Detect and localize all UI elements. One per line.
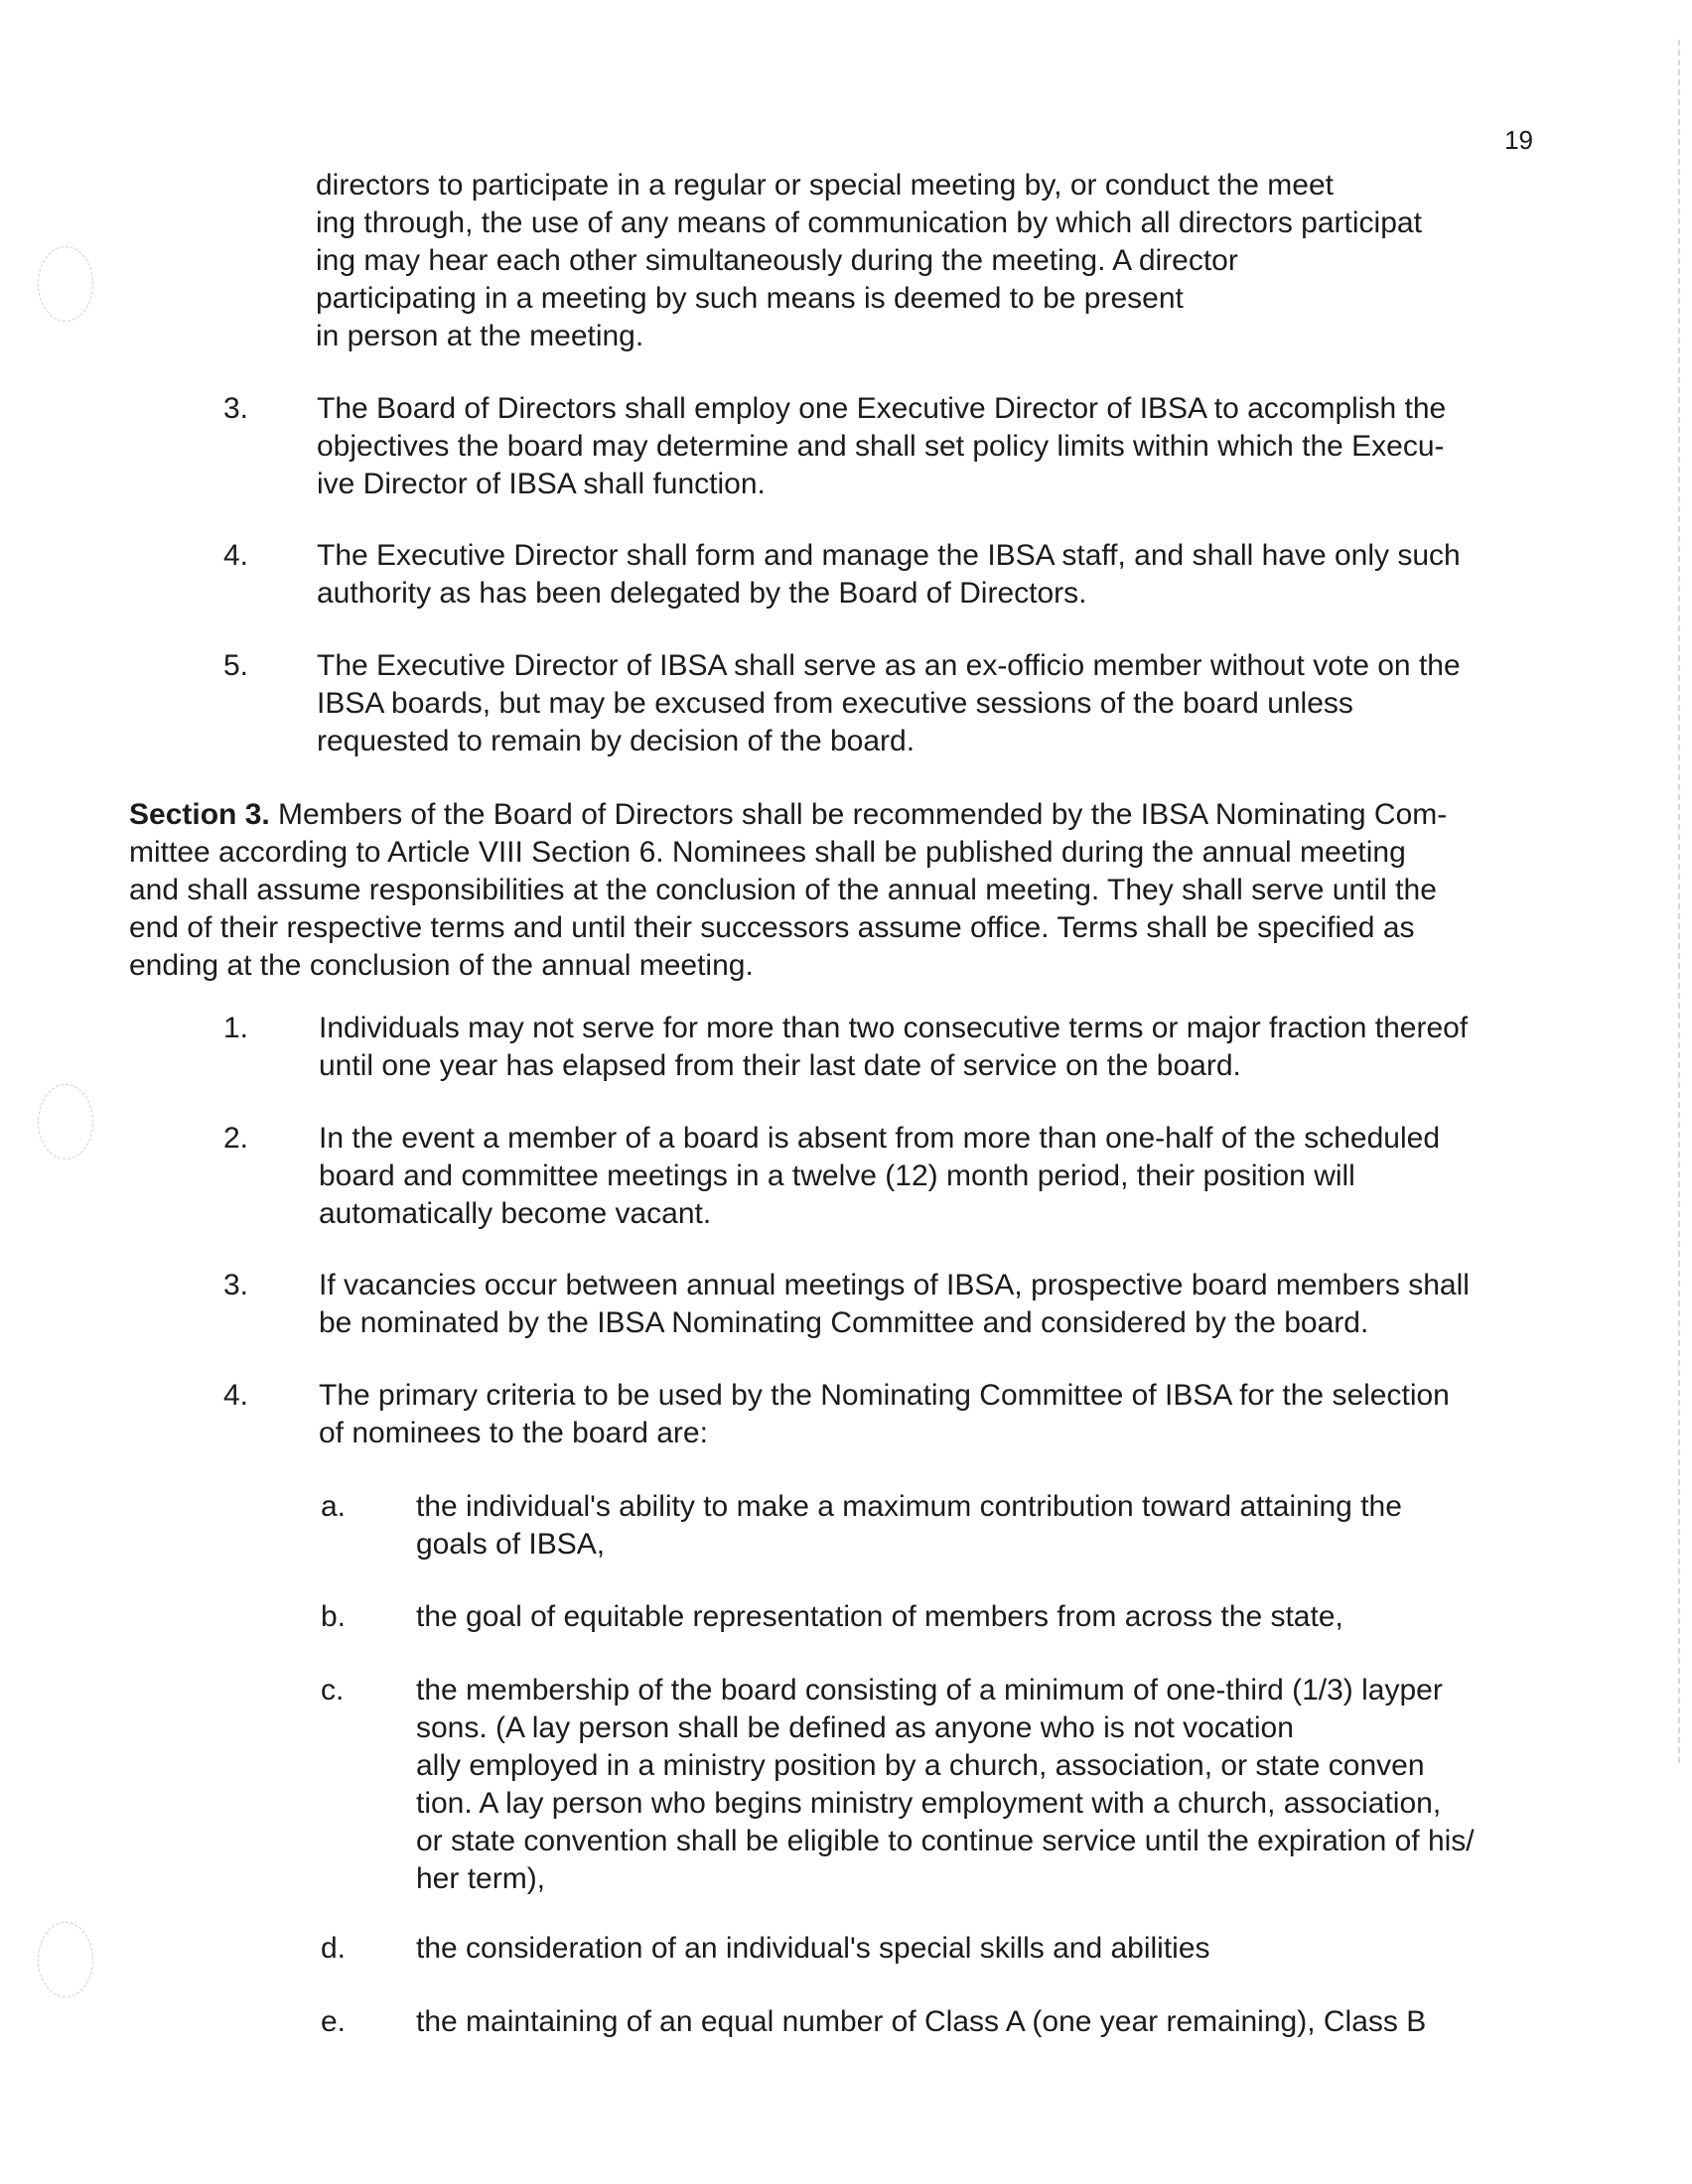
text-line: mittee according to Article VIII Section 6. Nominees shall be published during the annual meeting [129,836,1406,869]
item-number: 1. [223,1012,249,1044]
text-line: ending at the conclusion of the annual meeting. [129,949,754,982]
text-line: her term), [416,1862,546,1895]
text-line: of nominees to the board are: [319,1417,708,1449]
text-line: If vacancies occur between annual meetings of IBSA, prospective board members shall [319,1269,1470,1301]
item-number: 2. [223,1122,249,1155]
item-number: 4. [223,1379,249,1412]
text-line: until one year has elapsed from their last date of service on the board. [319,1049,1241,1082]
text-line: ive Director of IBSA shall function. [317,468,766,500]
text-line: The primary criteria to be used by the Nominating Committee of IBSA for the selection [319,1379,1450,1412]
text-line: authority as has been delegated by the Board of Directors. [317,577,1087,610]
text-line: objectives the board may determine and shall set policy limits within which the Execu- [317,430,1445,463]
text-line: ally employed in a ministry position by a church, association, or state conven [416,1749,1425,1782]
text-line: In the event a member of a board is absent from more than one-half of the scheduled [319,1122,1440,1155]
item-letter: b. [321,1600,347,1633]
text-line: goals of IBSA, [416,1528,606,1561]
page-number: 19 [1504,125,1533,155]
punch-hole-middle [38,1084,93,1160]
text-line: ing through, the use of any means of communication by which all directors participat [316,206,1422,239]
text-line: tion. A lay person who begins ministry employment with a church, association, [416,1787,1442,1820]
text-line: requested to remain by decision of the board. [317,725,916,757]
scan-edge-shadow [1678,40,1680,1767]
text-line: the membership of the board consisting of a minimum of one-third (1/3) layper [416,1674,1443,1706]
text-line: IBSA boards, but may be excused from executive sessions of the board unless [317,687,1353,720]
text-line: be nominated by the IBSA Nominating Committee and considered by the board. [319,1306,1369,1339]
text-line: automatically become vacant. [319,1197,712,1230]
punch-hole-top [38,246,93,322]
text-line: The Executive Director shall form and manage the IBSA staff, and shall have only such [317,539,1461,572]
intro-continuation [316,167,1422,355]
item-letter: a. [321,1490,347,1523]
item-number: 3. [223,392,249,425]
text-line: Individuals may not serve for more than two consecutive terms or major fraction thereof [319,1012,1469,1044]
text-line [129,796,1447,834]
text-line: the consideration of an individual's special skills and abilities [416,1932,1210,1965]
text-line: the goal of equitable representation of members from across the state, [416,1600,1343,1633]
section-3-heading: Section 3. [129,798,270,831]
text-line: the maintaining of an equal number of Class A (one year remaining), Class B [416,2005,1427,2038]
punch-hole-bottom [38,1922,93,1997]
section-3-first-line: Members of the Board of Directors shall be recommended by the IBSA Nominating Com- [269,798,1448,831]
item-letter: d. [321,1932,347,1965]
text-line: participating in a meeting by such means is deemed to be present [316,282,1184,315]
text-line: and shall assume responsibilities at the conclusion of the annual meeting. They shall serve until the [129,874,1437,906]
text-line: ing may hear each other simultaneously during the meeting. A director [316,244,1238,277]
section-3-paragraph [129,796,1447,985]
text-line: end of their respective terms and until their successors assume office. Terms shall be specified as [129,911,1415,944]
text-line: board and committee meetings in a twelve (12) month period, their position will [319,1160,1355,1192]
text-line: the individual's ability to make a maximum contribution toward attaining the [416,1490,1402,1523]
text-line: The Board of Directors shall employ one Executive Director of IBSA to accomplish the [317,392,1447,425]
item-letter: e. [321,2005,347,2038]
item-number: 5. [223,649,249,682]
text-line: in person at the meeting. [316,320,644,352]
item-number: 3. [223,1269,249,1301]
text-line: sons. (A lay person shall be defined as anyone who is not vocation [416,1711,1294,1744]
text-line: directors to participate in a regular or special meeting by, or conduct the meet [316,169,1334,202]
text-line: or state convention shall be eligible to continue service until the expiration of his/ [416,1825,1475,1857]
item-letter: c. [321,1674,345,1706]
item-number: 4. [223,539,249,572]
text-line: The Executive Director of IBSA shall serve as an ex-officio member without vote on the [317,649,1461,682]
